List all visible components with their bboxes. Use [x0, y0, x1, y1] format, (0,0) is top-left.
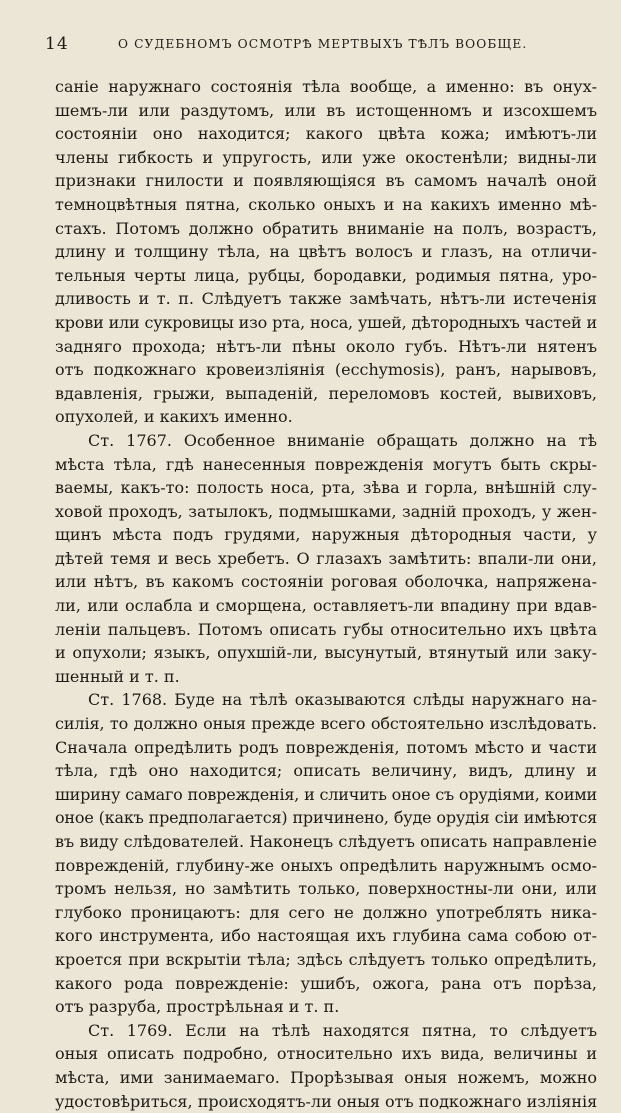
text-line: темноцвѣтныя пятна, сколько оныхъ и на какихъ именно мѣ-: [55, 194, 597, 214]
text-line: саніе наружнаго состоянія тѣла вообще, а именно: въ онух-: [55, 77, 597, 96]
text-line: Сначала опредѣлить родъ поврежденія, потомъ мѣсто и части: [55, 737, 597, 757]
text-line: тромъ нельзя, но замѣтить только, поверхностны-ли они, или: [55, 879, 597, 899]
text-line: леніи пальцевъ. Потомъ описать губы относительно ихъ цвѣта: [55, 619, 597, 639]
text-line: опухолей, и какихъ именно.: [55, 407, 293, 427]
text-line: щинъ мѣста подъ грудями, наружныя дѣтородныя части, у: [55, 525, 597, 545]
text-line: ховой проходъ, затылокъ, подмышками, задній проходъ, у жен-: [55, 501, 597, 521]
text-line: поврежденій, глубину-же оныхъ опредѣлить наружнымъ осмо-: [55, 855, 597, 875]
running-title: О СУДЕБНОМЪ ОСМОТРѢ МЕРТВЫХЪ ТѢЛЪ ВООБЩЕ.: [118, 37, 528, 51]
text-line: вдавленія, грыжи, выпаденій, переломовъ костей, вывиховъ,: [55, 383, 597, 403]
text-line: или нѣтъ, въ какомъ состояніи роговая оболочка, напряжена-: [55, 572, 597, 592]
text-line: задняго прохода; нѣтъ-ли пѣны около губъ. Нѣтъ-ли нятенъ: [55, 336, 597, 356]
text-line: кого инструмента, ибо настоящая ихъ глубина сама собою от-: [55, 926, 597, 946]
text-line: и опухоли; языкъ, опухшій-ли, высунутый, втянутый или заку-: [55, 643, 597, 663]
text-line: въ виду слѣдователей. Наконецъ слѣдуетъ описать направленіе: [55, 832, 597, 851]
text-line: мѣста, ими занимаемаго. Прорѣзывая оныя ножемъ, можно: [55, 1067, 597, 1087]
text-line: тельныя черты лица, рубцы, бородавки, родимыя пятна, уро-: [55, 265, 597, 285]
text-line: оныя описать подробно, относительно ихъ вида, величины и: [55, 1044, 597, 1064]
text-line: оное (какъ предполагается) причинено, буде орудія сіи имѣются: [55, 808, 597, 828]
text-line: шемъ-ли или раздутомъ, или въ истощенномъ и изсохшемъ: [55, 100, 597, 120]
text-line: дливость и т. п. Слѣдуетъ также замѣчать, нѣтъ-ли истеченія: [55, 289, 597, 309]
text-line: мѣста тѣла, гдѣ нанесенныя поврежденія могутъ быть скры-: [55, 454, 597, 474]
text-line: ваемы, какъ-то: полость носа, рта, зѣва и горла, внѣшній слу-: [55, 478, 597, 498]
text-line: дѣтей темя и весь хребетъ. О глазахъ замѣтить: впали-ли они,: [55, 548, 597, 568]
body-text: [55, 75, 597, 1113]
page-header: [0, 34, 621, 56]
text-line: стахъ. Потомъ должно обратить вниманіе на полъ, возрастъ,: [55, 218, 597, 238]
text-line: признаки гнилости и появляющіяся въ самомъ началѣ оной: [55, 171, 597, 191]
text-line: ли, или ослабла и сморщена, оставляетъ-ли впадину при вдав-: [55, 596, 597, 616]
text-line: глубоко проницаютъ: для сего не должно употреблять ника-: [55, 902, 597, 922]
text-line: силія, то должно оныя прежде всего обстоятельно изслѣдовать.: [55, 714, 597, 734]
page-number: 14: [45, 34, 69, 54]
text-line: тѣла, гдѣ оно находится; описать величину, видъ, длину и: [55, 761, 597, 781]
text-line: отъ разруба, прострѣльная и т. п.: [55, 997, 340, 1017]
text-line: удостовѣриться, происходятъ-ли оныя отъ подкожнаго изліянія: [55, 1091, 598, 1111]
text-line: состояніи оно находится; какого цвѣта кожа; имѣютъ-ли: [55, 124, 597, 144]
text-line: какого рода поврежденіе: ушибъ, ожога, рана отъ порѣза,: [55, 973, 597, 993]
text-line: длину и толщину тѣла, на цвѣтъ волосъ и глазъ, на отличи-: [55, 242, 597, 262]
text-line: члены гибкость и упругость, или уже окостенѣли; видны-ли: [55, 147, 597, 167]
text-line: Ст. 1768. Буде на тѣлѣ оказываются слѣды наружнаго на-: [88, 690, 597, 710]
text-line: ширину самаго поврежденія, и сличить оное съ орудіями, коими: [55, 784, 597, 804]
text-line: кроется при вскрытіи тѣла; здѣсь слѣдуетъ только опредѣлить,: [55, 949, 597, 969]
text-line: Ст. 1767. Особенное вниманіе обращать должно на тѣ: [88, 430, 597, 450]
text-line: шенный и т. п.: [55, 666, 180, 686]
text-line: отъ подкожнаго кровеизлiянія (ecchymosis), ранъ, нарывовъ,: [55, 360, 597, 380]
text-line: крови или сукровицы изо рта, носа, ушей, дѣтородныхъ частей и: [55, 312, 597, 332]
text-line: Ст. 1769. Если на тѣлѣ находятся пятна, то слѣдуетъ: [88, 1020, 597, 1040]
